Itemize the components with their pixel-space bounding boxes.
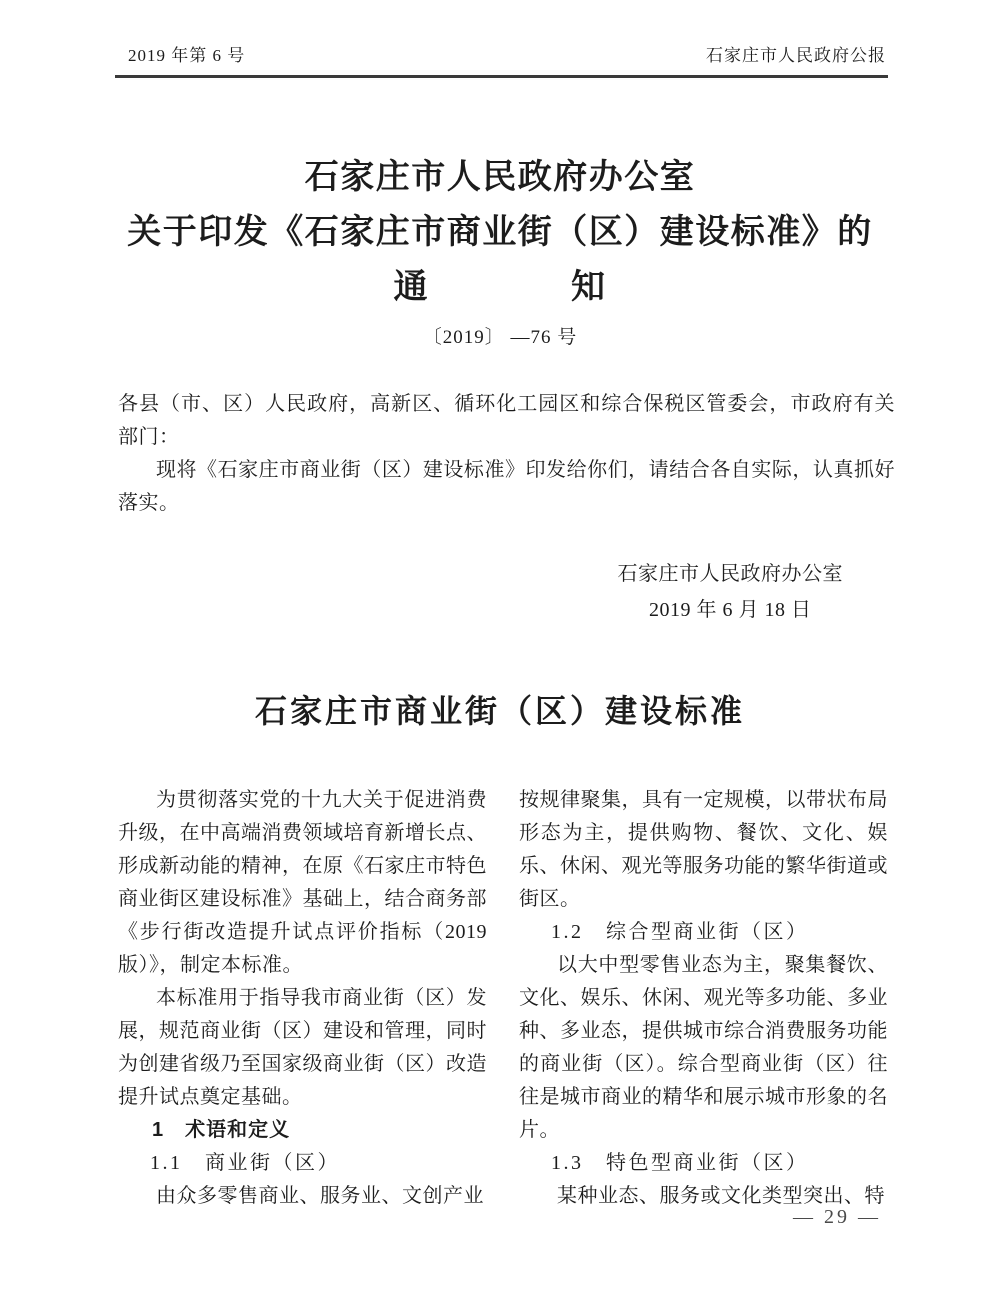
notice-body <box>118 388 895 520</box>
standard-paragraph: 由众多零售商业、服务业、文创产业 <box>156 1185 484 1207</box>
header-publication-name: 石家庄市人民政府公报 <box>706 46 886 65</box>
standard-paragraph: 某种业态、服务或文化类型突出、特 <box>557 1185 885 1207</box>
subsection-heading-1-3: 1.3 特色型商业街（区） <box>551 1152 809 1174</box>
notice-title <box>0 150 1000 315</box>
page-number: — 29 — <box>793 1206 881 1228</box>
signature-date: 2019 年 6 月 18 日 <box>649 599 812 621</box>
standard-paragraph: 以大中型零售业态为主，聚集餐饮、文化、娱乐、休闲、观光等多功能、多业种、多业态，提供城市综合消费服务功能的商业街（区）。综合型商业街（区）往往是城市商业的精华和展示城市形象的名片。 <box>519 954 888 1141</box>
right-column <box>519 784 888 1213</box>
standard-title: 石家庄市商业街（区）建设标准 <box>254 693 745 729</box>
standard-paragraph: 本标准用于指导我市商业街（区）发展，规范商业街（区）建设和管理，同时为创建省级乃至国家级商业街（区）改造提升试点奠定基础。 <box>118 987 487 1108</box>
page-header <box>128 46 886 66</box>
notice-salutation: 各县（市、区）人民政府，高新区、循环化工园区和综合保税区管委会，市政府有关部门： <box>118 393 895 448</box>
notice-title-line2: 关于印发《石家庄市商业街（区）建设标准》的 <box>127 214 873 251</box>
standard-paragraph-continued: 按规律聚集，具有一定规模，以带状布局形态为主，提供购物、餐饮、文化、娱乐、休闲、观光等服务功能的繁华街道或街区。 <box>519 789 888 910</box>
standard-paragraph: 为贯彻落实党的十九大关于促进消费升级，在中高端消费领域培育新增长点、形成新动能的精神，在原《石家庄市特色商业街区建设标准》基础上，结合商务部《步行街改造提升试点评价指标（2019版）》，制定本标准。 <box>118 789 487 976</box>
header-rule <box>115 75 888 78</box>
header-issue-number: 2019 年第 6 号 <box>128 46 246 65</box>
section-heading-terms: 1 术语和定义 <box>152 1119 291 1141</box>
left-column <box>118 784 487 1213</box>
subsection-heading-1-2: 1.2 综合型商业街（区） <box>551 921 809 943</box>
signature-organization: 石家庄市人民政府办公室 <box>617 563 843 585</box>
notice-paragraph: 现将《石家庄市商业街（区）建设标准》印发给你们，请结合各自实际，认真抓好落实。 <box>118 459 895 514</box>
standard-body-columns <box>118 784 888 1213</box>
document-number: 〔2019〕 —76 号 <box>422 327 578 348</box>
subsection-heading-1-1: 1.1 商业街（区） <box>150 1152 340 1174</box>
signature-block <box>618 556 844 628</box>
notice-title-line3: 通 知 <box>393 269 607 306</box>
notice-title-line1: 石家庄市人民政府办公室 <box>304 159 696 196</box>
